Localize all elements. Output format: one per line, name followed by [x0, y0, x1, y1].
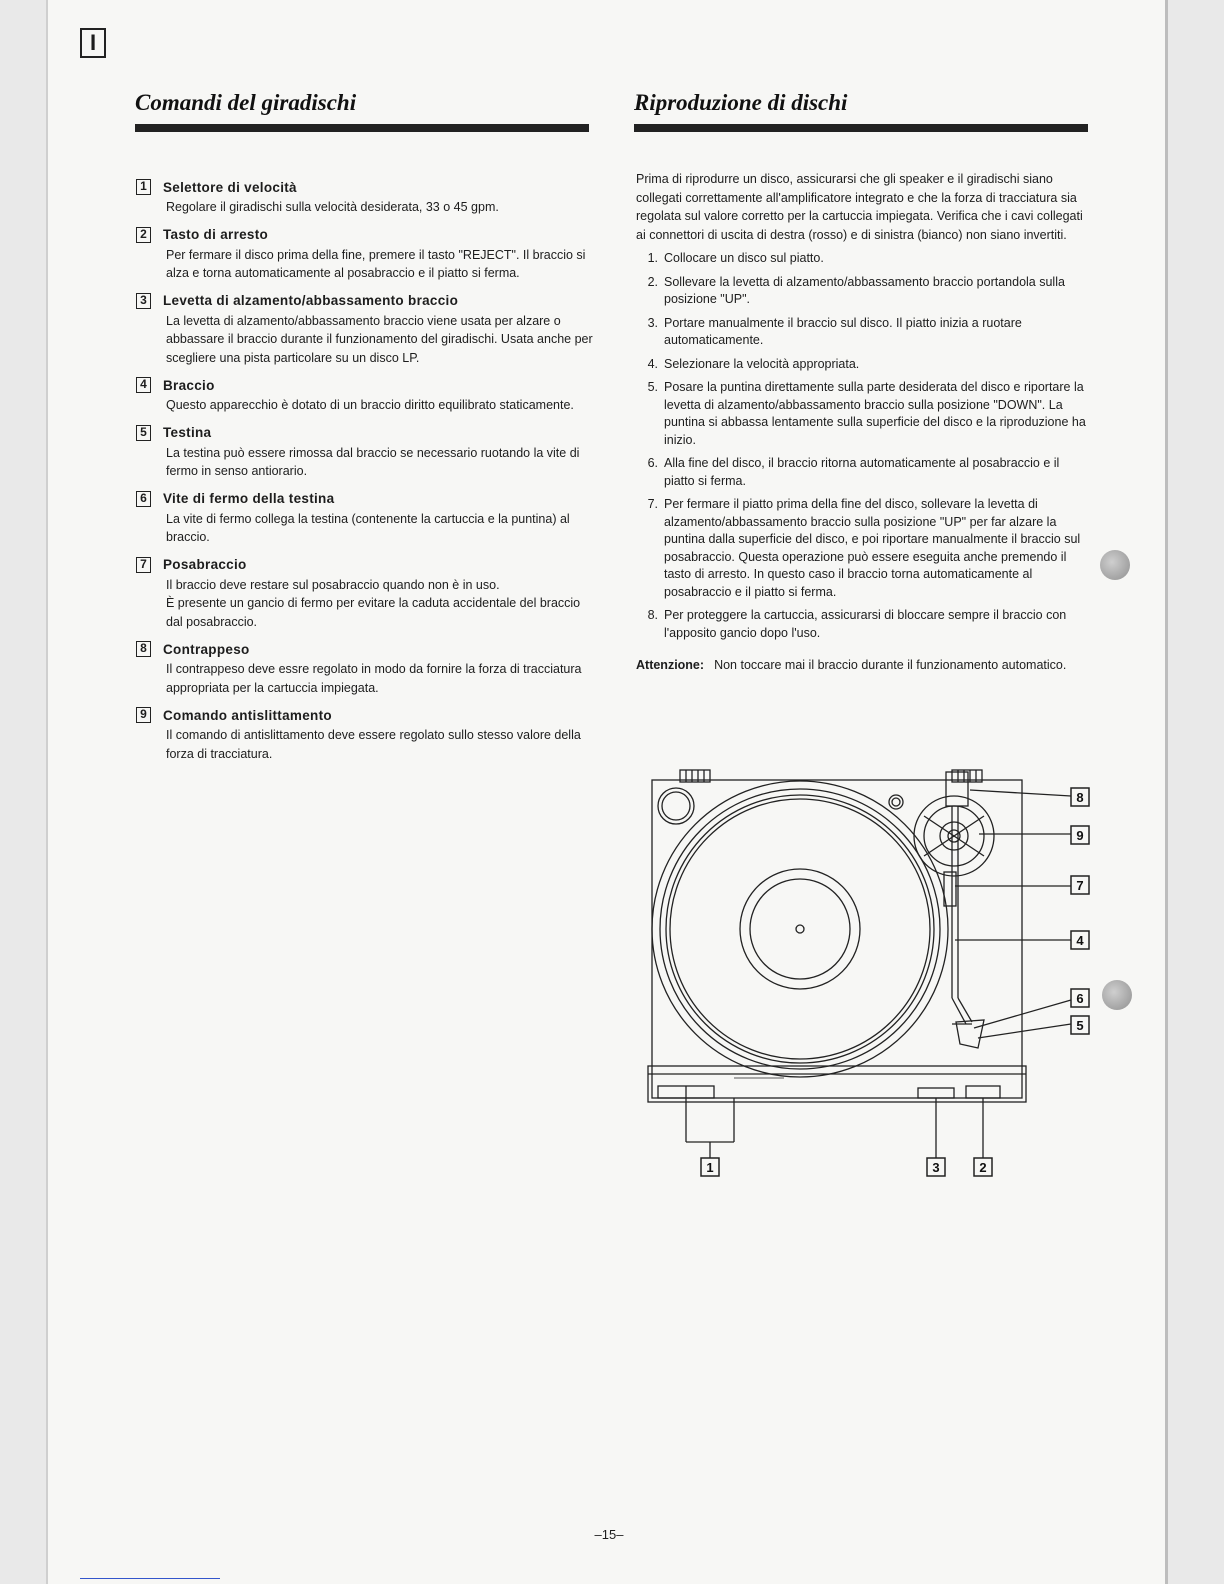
- item-text: Questo apparecchio è dotato di un braccio diritto equilibrato staticamente.: [166, 398, 574, 412]
- control-item: [136, 176, 596, 217]
- step-number: 7.: [647, 497, 658, 511]
- control-item: [136, 374, 596, 415]
- right-column-title: Riproduzione di dischi: [634, 90, 848, 115]
- item-number-box: 9: [136, 707, 151, 723]
- item-title: Posabraccio: [163, 557, 247, 572]
- item-title: Testina: [163, 425, 212, 440]
- item-title: Braccio: [163, 377, 215, 393]
- left-title-rule: [135, 124, 589, 132]
- item-number-box: 4: [136, 377, 151, 393]
- control-item: [136, 704, 596, 763]
- callout-2: 2: [979, 1160, 987, 1175]
- bottom-link-underline: [80, 1578, 220, 1579]
- front-panel: [648, 1066, 1026, 1102]
- step-item: [636, 274, 1092, 309]
- item-number-box: 8: [136, 641, 151, 657]
- control-item: [136, 224, 596, 283]
- playback-section: [636, 170, 1092, 675]
- step-item: [636, 356, 1092, 374]
- step-text: Collocare un disco sul piatto.: [664, 251, 824, 265]
- attention-note: [636, 656, 1092, 675]
- item-text: Il comando di antislittamento deve essere regolato sullo stesso valore della forza di tracciatura.: [166, 728, 581, 761]
- step-text: Selezionare la velocità appropriata.: [664, 356, 860, 371]
- binder-hole-icon: [1100, 550, 1130, 580]
- item-text: Regolare il giradischi sulla velocità desiderata, 33 o 45 gpm.: [166, 200, 499, 214]
- item-text: La levetta di alzamento/abbassamento braccio viene usata per alzare o abbassare il braccio durante il funzionamento del giradischi. Usata anche per scegliere una pista particolare su un disco LP.: [166, 313, 593, 365]
- step-item: [636, 315, 1092, 350]
- attention-label: Attenzione:: [636, 658, 705, 672]
- attention-text: Non toccare mai il braccio durante il funzionamento automatico.: [714, 658, 1067, 672]
- item-title: Selettore di velocità: [163, 179, 297, 195]
- step-text: Sollevare la levetta di alzamento/abbassamento braccio portandola sulla posizione "UP".: [664, 274, 1065, 306]
- right-title-rule: [634, 124, 1088, 132]
- item-number-box: 7: [136, 557, 151, 573]
- left-column-title: Comandi del giradischi: [135, 90, 357, 115]
- item-number-box: 5: [136, 425, 151, 441]
- counterweight: [946, 772, 968, 806]
- lift-lever: [918, 1088, 954, 1098]
- turntable-diagram: [634, 762, 1144, 1192]
- steps-list: [636, 250, 1092, 642]
- step-item: [636, 455, 1092, 490]
- item-number-box: 1: [136, 179, 151, 195]
- spindle: [796, 925, 804, 933]
- control-item: [136, 290, 596, 368]
- item-text: Il braccio deve restare sul posabraccio quando non è in uso.: [166, 577, 500, 592]
- step-text: Portare manualmente il braccio sul disco. Il piatto inizia a ruotare automaticamente.: [664, 315, 1022, 347]
- control-item: [136, 488, 596, 547]
- control-item: [136, 422, 596, 481]
- callout-7: 7: [1076, 878, 1084, 893]
- step-number: 5.: [647, 380, 658, 394]
- callout-4: 4: [1076, 933, 1084, 948]
- item-text: La testina può essere rimossa dal braccio se necessario ruotando la vite di fermo in senso antiorario.: [166, 445, 580, 478]
- callout-8: 8: [1076, 790, 1084, 805]
- binder-hole-icon: [1102, 980, 1132, 1010]
- item-title: Comando antislittamento: [163, 707, 332, 723]
- step-text: Per proteggere la cartuccia, assicurarsi di bloccare sempre il braccio con l'apposito gancio dopo l'uso.: [664, 608, 1067, 640]
- step-text: Posare la puntina direttamente sulla parte desiderata del disco e riportare la levetta di alzamento/abbassamento braccio sulla posizione "DOWN". La puntina si abbassa lentamente sulla superficie del disco e la riproduzione ha inizio.: [664, 380, 1086, 447]
- controls-list: [136, 176, 596, 770]
- callout-5: 5: [1076, 1018, 1084, 1033]
- callout-6: 6: [1076, 991, 1084, 1006]
- item-text: Per fermare il disco prima della fine, premere il tasto "REJECT". Il braccio si alza e torna automaticamente al posabraccio e il piatto si ferma.: [166, 247, 586, 280]
- item-text: Il contrappeso deve essre regolato in modo da fornire la forza di tracciatura appropriata per la cartuccia impiegata.: [166, 662, 582, 695]
- item-number-box: 6: [136, 491, 151, 507]
- callout-3: 3: [932, 1160, 940, 1175]
- intro-paragraph: Prima di riprodurre un disco, assicurarsi che gli speaker e il giradischi siano collegati correttamente all'amplificatore integrato e che la forza di tracciatura sia regolata sul valore corretto per la cartuccia impiegata. Verifica che i cavi collegati ai connettori di uscita di destra (rosso) e di sinistra (bianco) non siano invertiti.: [636, 172, 1083, 242]
- step-item: [636, 607, 1092, 642]
- step-number: 2.: [647, 274, 658, 289]
- manual-page: [46, 0, 1168, 1584]
- record-label: [740, 869, 860, 989]
- step-number: 3.: [647, 315, 658, 330]
- step-number: 1.: [647, 251, 658, 265]
- item-title: Contrappeso: [163, 641, 250, 657]
- callout-1: 1: [706, 1160, 714, 1175]
- control-item: [136, 554, 596, 632]
- step-item: [636, 379, 1092, 449]
- step-number: 8.: [647, 608, 658, 622]
- item-title: Vite di fermo della testina: [163, 491, 335, 506]
- control-item: [136, 638, 596, 697]
- item-number-box: 2: [136, 227, 151, 243]
- item-text: La vite di fermo collega la testina (contenente la cartuccia e la puntina) al braccio.: [166, 511, 570, 544]
- reject-button: [966, 1086, 1000, 1098]
- step-number: 4.: [647, 356, 658, 371]
- item-number-box: 3: [136, 293, 151, 309]
- platter: [652, 781, 948, 1077]
- item-title: Levetta di alzamento/abbassamento braccio: [163, 293, 459, 308]
- language-badge: I: [80, 28, 106, 58]
- step-item: [636, 250, 1092, 268]
- item-text: È presente un gancio di fermo per evitare la caduta accidentale del braccio dal posabraccio.: [166, 596, 581, 629]
- item-title: Tasto di arresto: [163, 227, 269, 242]
- page-number: –15–: [594, 1527, 624, 1542]
- step-item: [636, 496, 1092, 601]
- step-text: Alla fine del disco, il braccio ritorna automaticamente al posabraccio e il piatto si ferma.: [664, 456, 1060, 488]
- step-number: 6.: [647, 456, 658, 470]
- step-text: Per fermare il piatto prima della fine del disco, sollevare la levetta di alzamento/abbassamento braccio sulla posizione "UP" per far alzare la puntina dalla superficie del disco, e poi riportare manualmente il braccio sul posabraccio. Questa operazione può essere eseguita anche premendo il tasto di arresto. In questo caso il braccio torna automaticamente al posabraccio e il piatto si ferma.: [664, 497, 1081, 599]
- callout-9: 9: [1076, 828, 1084, 843]
